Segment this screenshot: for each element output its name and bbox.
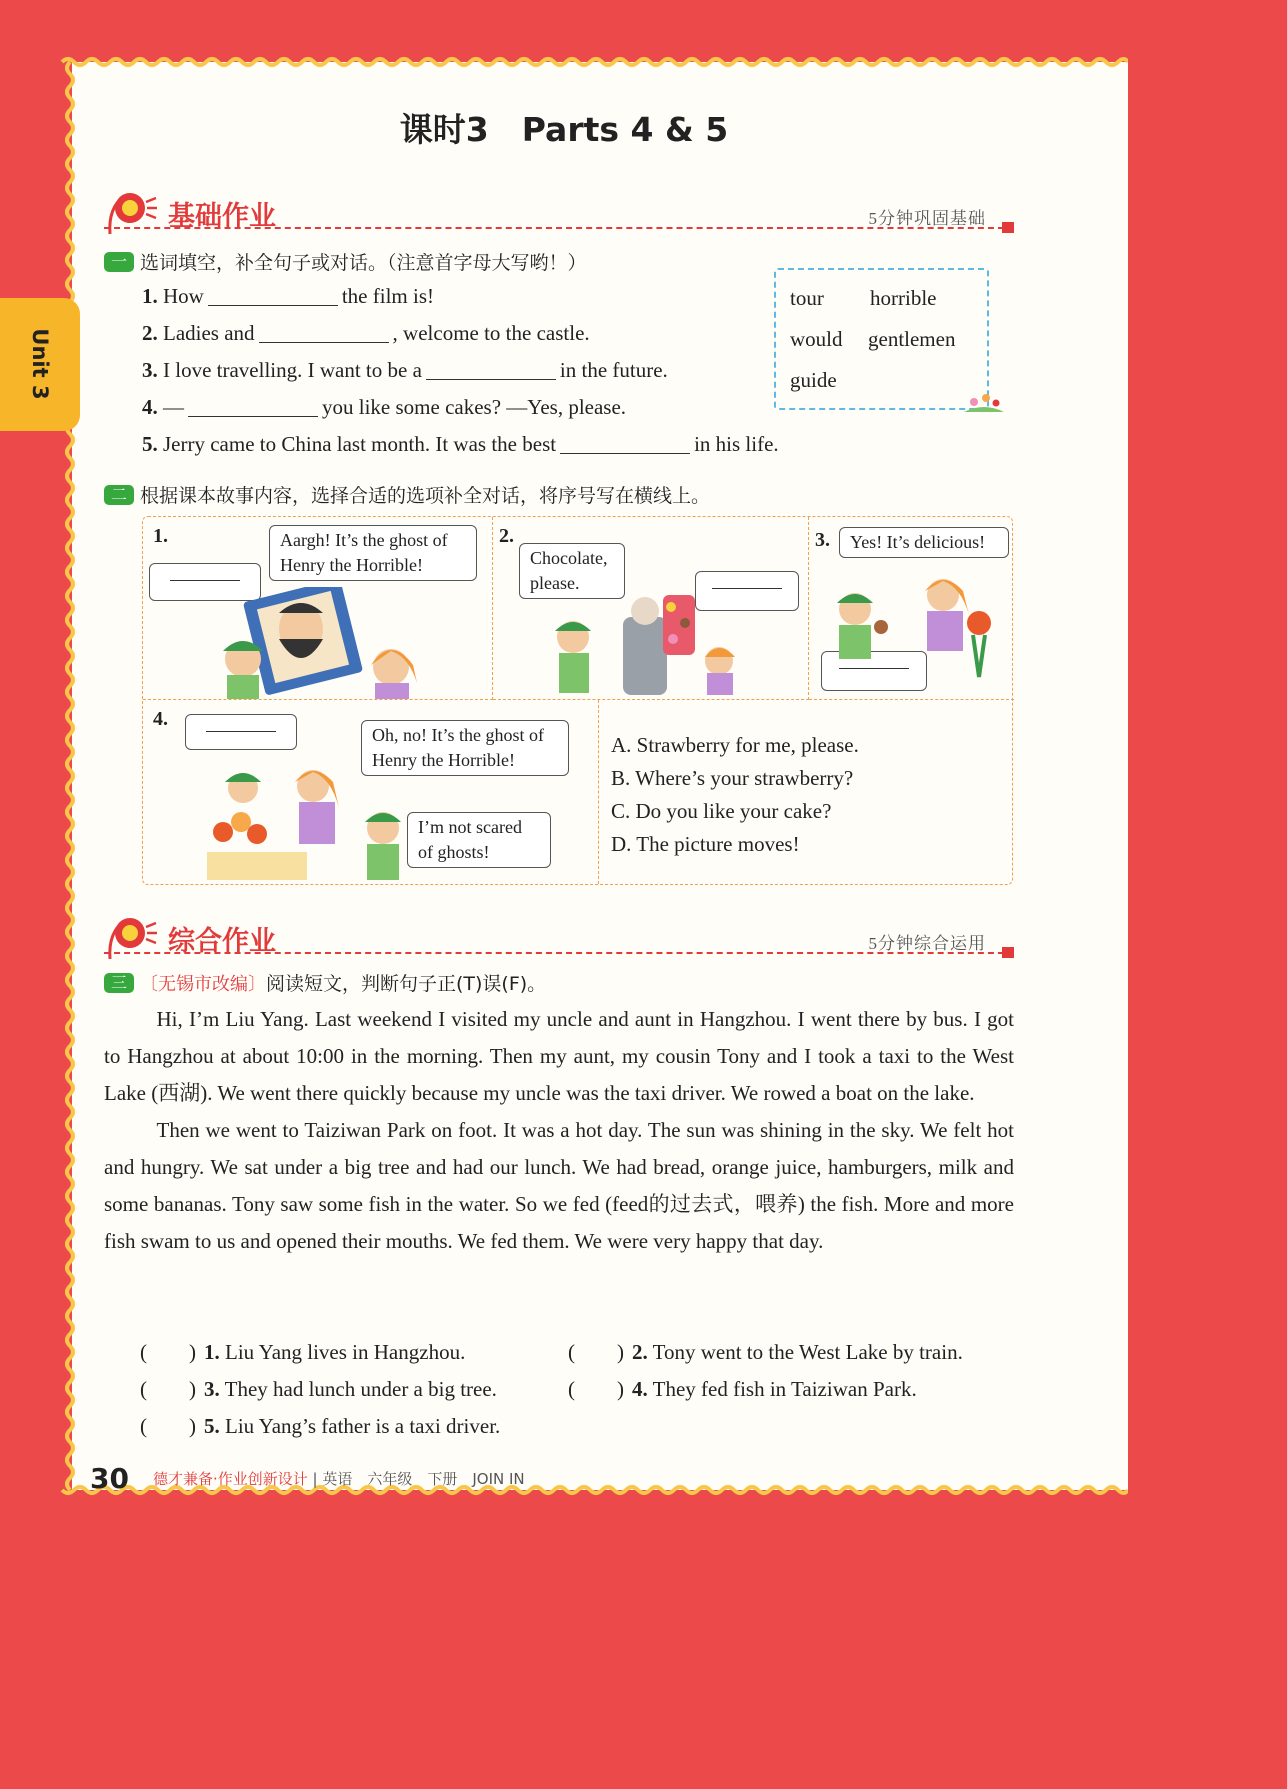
answer-parentheses[interactable]: ( ) [568, 1340, 624, 1364]
answer-parentheses[interactable]: ( ) [140, 1377, 196, 1401]
footer-subject: 英语 六年级 下册 JOIN IN [322, 1470, 525, 1488]
statement-number: 3. [204, 1377, 220, 1401]
flowers-icon [962, 392, 1006, 414]
tf-statement [568, 1377, 917, 1402]
lesson-title: 课时3 Parts 4 & 5 [399, 110, 729, 149]
cake-tasting-illustration [823, 565, 1009, 679]
divider [104, 227, 1014, 229]
item-text: the film is! [341, 284, 434, 308]
item-number: 1. [142, 284, 158, 308]
divider [104, 952, 1014, 954]
ghost-portrait-illustration [203, 587, 443, 699]
panel-label: 3. [815, 529, 830, 551]
exercise2-number: 二 [104, 485, 134, 505]
section-comprehensive-header [104, 911, 1014, 961]
exercise2-heading [104, 481, 710, 508]
exercise3-number: 三 [104, 973, 134, 993]
tf-statement [140, 1377, 497, 1402]
exercise1-item [142, 432, 779, 457]
statement-text: They fed fish in Taiziwan Park. [647, 1377, 917, 1401]
passage-paragraph: Then we went to Taiziwan Park on foot. It was a hot day. The sun was shining in the sky. We felt hot and hungry. We sat under a big tree and had our lunch. We had bread, orange juice, hamburgers, milk and some bananas. Tony saw some fish in the water. So we fed (feed的过去式，喂养) the fish. More and more fish swam to us and opened their mouths. We fed them. We were very happy that day. [104, 1118, 1014, 1253]
story-panel-2 [493, 517, 809, 700]
children-scared-illustration [203, 762, 423, 880]
exercise1-heading [104, 248, 587, 275]
panel-label: 2. [499, 525, 514, 547]
item-text: , welcome to the castle. [392, 321, 590, 345]
word-bank-word: horrible [870, 286, 937, 310]
picture-grid [142, 516, 1013, 885]
exercise1-number: 一 [104, 252, 134, 272]
statement-number: 2. [632, 1340, 648, 1364]
divider-cap [1002, 947, 1014, 958]
section-comprehensive-title: 综合作业 [168, 926, 276, 957]
word-bank [774, 268, 989, 410]
cake-shop-illustration [543, 587, 743, 697]
exercise1-item [142, 395, 626, 420]
item-text: in his life. [694, 432, 779, 456]
exercise3-heading [104, 969, 546, 996]
item-number: 3. [142, 358, 158, 382]
options-list [611, 729, 859, 861]
section-comprehensive-note: 5分钟综合运用 [868, 934, 986, 953]
section-basic-header [104, 186, 1014, 236]
footer-brand: 德才兼备·作业创新设计 [152, 1470, 308, 1488]
speech-bubble: Yes! It’s delicious! [839, 527, 1009, 558]
tf-statement [140, 1414, 500, 1439]
passage-paragraph: Hi, I’m Liu Yang. Last weekend I visited my uncle and aunt in Hangzhou. I went there by bus. I got to Hangzhou at about 10:00 in the morning. Then my aunt, my cousin Tony and I took a taxi to the West Lake (西湖). We went there quickly because my uncle was the taxi driver. We rowed a boat on the lake. [104, 1007, 1014, 1105]
story-panel-4 [143, 700, 599, 884]
speech-bubble: Chocolate, please. [519, 543, 625, 599]
answer-parentheses[interactable]: ( ) [140, 1414, 196, 1438]
tf-statement [568, 1340, 963, 1365]
item-number: 2. [142, 321, 158, 345]
option-c: C. Do you like your cake? [611, 799, 832, 823]
item-text: I love travelling. I want to be a [157, 358, 422, 382]
unit-tab-label: Unit 3 [28, 328, 52, 400]
statement-number: 5. [204, 1414, 220, 1438]
statement-number: 4. [632, 1377, 648, 1401]
panel-label: 1. [153, 525, 168, 547]
word-bank-word: gentlemen [868, 327, 956, 351]
divider-cap [1002, 222, 1014, 233]
reading-passage [104, 1001, 1014, 1260]
story-panel-1 [143, 517, 493, 700]
page-number: 30 [90, 1462, 129, 1495]
answer-bubble[interactable] [185, 714, 297, 750]
exercise1-item [142, 284, 434, 309]
item-text: How [157, 284, 204, 308]
item-number: 5. [142, 432, 158, 456]
tf-statement [140, 1340, 465, 1365]
word-bank-word: would [790, 327, 843, 351]
exercise3-source: 〔无锡市改编〕 [140, 974, 266, 995]
answer-blank[interactable] [426, 360, 556, 380]
section-basic-title: 基础作业 [168, 201, 276, 232]
speech-bubble: Aargh! It’s the ghost of Henry the Horrible! [269, 525, 477, 581]
page-footer: 30 德才兼备·作业创新设计 | 英语 六年级 下册 JOIN IN [90, 1462, 525, 1495]
answer-blank[interactable] [208, 286, 338, 306]
statement-number: 1. [204, 1340, 220, 1364]
option-d: D. The picture moves! [611, 832, 800, 856]
answer-blank[interactable] [259, 323, 389, 343]
statement-text: Liu Yang lives in Hangzhou. [219, 1340, 466, 1364]
exercise1-instruction: 选词填空，补全句子或对话。（注意首字母大写哟！） [140, 252, 587, 274]
item-text: Jerry came to China last month. It was the best [157, 432, 557, 456]
option-a: A. Strawberry for me, please. [611, 733, 859, 757]
panel-label: 4. [153, 708, 168, 730]
answer-parentheses[interactable]: ( ) [140, 1340, 196, 1364]
story-panel-3 [809, 517, 1014, 700]
item-text: you like some cakes? —Yes, please. [322, 395, 627, 419]
exercise3-instruction: 阅读短文，判断句子正(T)误(F)。 [266, 973, 547, 995]
answer-blank[interactable] [188, 397, 318, 417]
unit-tab [0, 298, 80, 431]
section-basic-note: 5分钟巩固基础 [868, 209, 986, 228]
statement-text: Tony went to the West Lake by train. [647, 1340, 963, 1364]
speech-bubble: Oh, no! It’s the ghost of Henry the Horrible! [361, 720, 569, 776]
word-bank-word: tour [790, 286, 824, 310]
exercise1-item [142, 321, 590, 346]
exercise2-instruction: 根据课本故事内容，选择合适的选项补全对话，将序号写在横线上。 [140, 485, 711, 507]
answer-blank[interactable] [560, 434, 690, 454]
speech-bubble: I’m not scared of ghosts! [407, 812, 551, 868]
item-number: 4. [142, 395, 158, 419]
answer-parentheses[interactable]: ( ) [568, 1377, 624, 1401]
item-text: — [157, 395, 184, 419]
statement-text: Liu Yang’s father is a taxi driver. [219, 1414, 501, 1438]
option-b: B. Where’s your strawberry? [611, 766, 854, 790]
statement-text: They had lunch under a big tree. [219, 1377, 497, 1401]
word-bank-word: guide [790, 368, 837, 392]
item-text: Ladies and [157, 321, 255, 345]
item-text: in the future. [559, 358, 668, 382]
exercise1-item [142, 358, 668, 383]
